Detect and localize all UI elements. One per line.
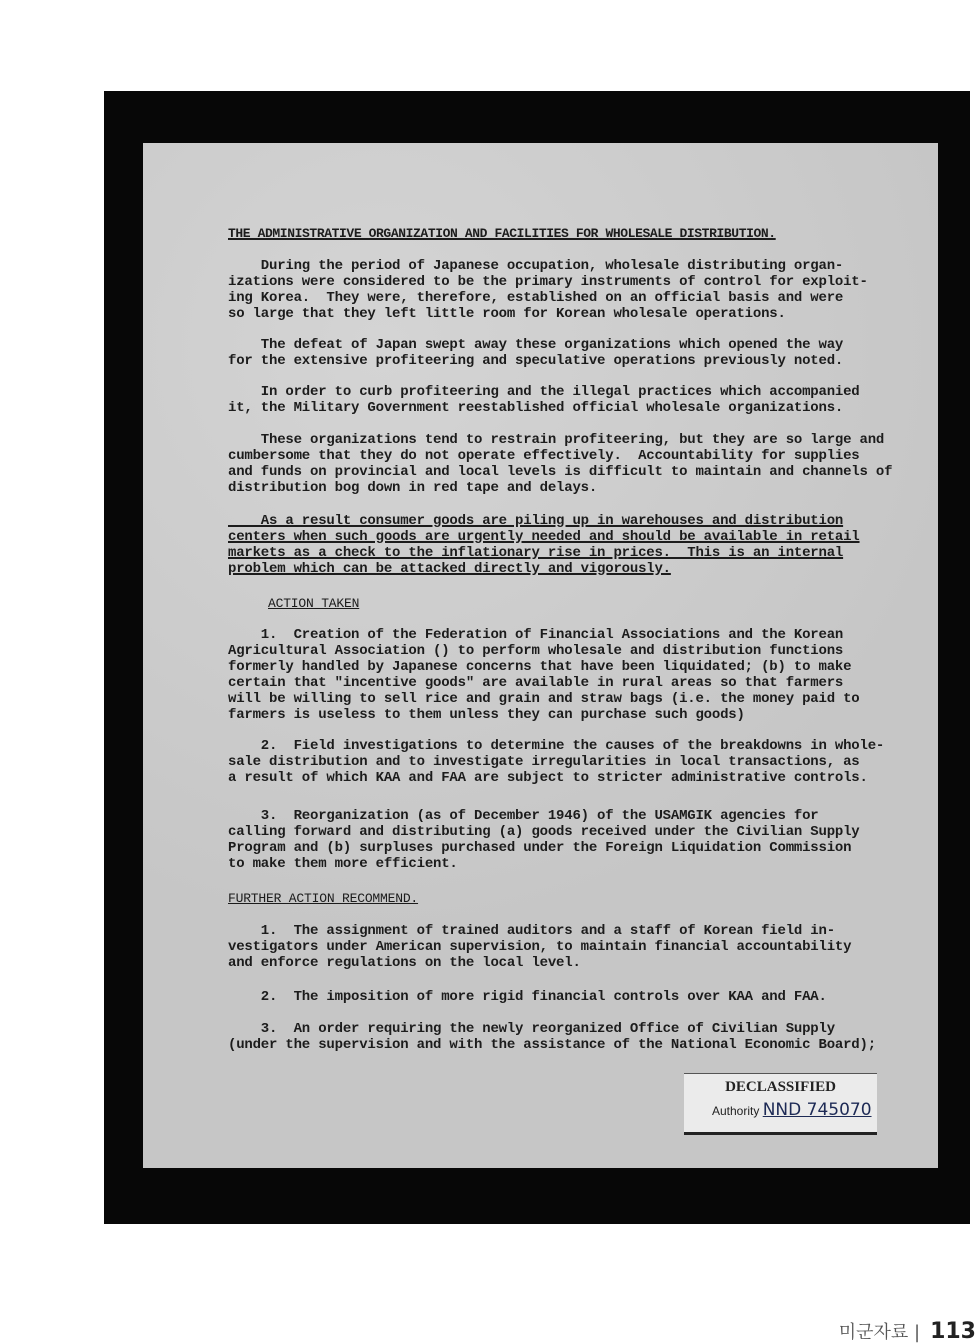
text-line: so large that they left little room for Korean wholesale operations. [228, 306, 786, 322]
text-line: 1. The assignment of trained auditors and a staff of Korean field in- [228, 923, 835, 939]
action-taken-heading: ACTION TAKEN [268, 596, 360, 611]
text-line: 1. Creation of the Federation of Financial Associations and the Korean [228, 627, 844, 643]
page-number: 113 [930, 1319, 976, 1344]
text-line: cumbersome that they do not operate effectively. Accountability for supplies [228, 448, 860, 464]
action-item [228, 808, 860, 872]
text-line: Agricultural Association () to perform wholesale and distribution functions [228, 643, 844, 659]
text-line: 3. An order requiring the newly reorganized Office of Civilian Supply [228, 1021, 835, 1037]
text-line: problem which can be attacked directly and vigorously. [228, 561, 671, 577]
text-line: 3. Reorganization (as of December 1946) of the USAMGIK agencies for [228, 808, 819, 824]
text-line: centers when such goods are urgently needed and should be available in retail [228, 529, 860, 545]
authority-value: NND 745070 [762, 1100, 872, 1120]
text-line: certain that "incentive goods" are available in rural areas so that farmers [228, 675, 844, 691]
text-line: Program and (b) surpluses purchased under the Foreign Liquidation Commission [228, 840, 852, 856]
action-item [228, 738, 884, 786]
paragraph [228, 432, 892, 496]
text-line: In order to curb profiteering and the illegal practices which accompanied [228, 384, 860, 400]
text-line: a result of which KAA and FAA are subject to stricter administrative controls. [228, 770, 868, 786]
text-line: 2. The imposition of more rigid financial controls over KAA and FAA. [228, 989, 827, 1005]
text-line: calling forward and distributing (a) goods received under the Civilian Supply [228, 824, 860, 840]
text-line: The defeat of Japan swept away these organizations which opened the way [228, 337, 844, 353]
page-footer [839, 1318, 976, 1344]
text-line: During the period of Japanese occupation, wholesale distributing organ- [228, 258, 844, 274]
recommendation-item [228, 923, 851, 971]
action-item [228, 627, 860, 723]
text-line: it, the Military Government reestablished official wholesale organizations. [228, 400, 844, 416]
text-line: izations were considered to be the primary instruments of control for exploit- [228, 274, 868, 290]
text-line: These organizations tend to restrain profiteering, but they are so large and [228, 432, 885, 448]
text-line: As a result consumer goods are piling up in warehouses and distribution [228, 513, 844, 529]
footer-section: 미군자료 | [838, 1322, 921, 1343]
declassified-stamp [684, 1073, 877, 1135]
text-line: markets as a check to the inflationary rise in prices. This is an internal [228, 545, 844, 561]
text-line: distribution bog down in red tape and delays. [228, 480, 598, 496]
stamp-label: DECLASSIFIED [725, 1079, 836, 1095]
text-line: farmers is useless to them unless they can purchase such goods) [228, 707, 745, 723]
stamp-authority [712, 1100, 872, 1120]
text-line: will be willing to sell rice and grain and straw bags (i.e. the money paid to [228, 691, 860, 707]
underlined-paragraph [228, 513, 860, 577]
text-line: 2. Field investigations to determine the causes of the breakdowns in whole- [228, 738, 885, 754]
recommendation-item [228, 989, 827, 1005]
further-action-heading: FURTHER ACTION RECOMMEND. [228, 891, 419, 906]
text-line: ing Korea. They were, therefore, established on an official basis and were [228, 290, 844, 306]
paragraph [228, 258, 868, 322]
text-line: formerly handled by Japanese concerns that have been liquidated; (b) to make [228, 659, 852, 675]
text-line: to make them more efficient. [228, 856, 458, 872]
text-line: sale distribution and to investigate irregularities in local transactions, as [228, 754, 860, 770]
recommendation-item [228, 1021, 876, 1053]
text-line: vestigators under American supervision, to maintain financial accountability [228, 939, 852, 955]
authority-label: Authority [712, 1104, 760, 1118]
text-line: for the extensive profiteering and speculative operations previously noted. [228, 353, 844, 369]
paragraph [228, 337, 843, 369]
text-line: and funds on provincial and local levels is difficult to maintain and channels of [228, 464, 893, 480]
text-line: and enforce regulations on the local level. [228, 955, 581, 971]
text-line: (under the supervision and with the assistance of the National Economic Board); [228, 1037, 876, 1053]
document-title: THE ADMINISTRATIVE ORGANIZATION AND FACILITIES FOR WHOLESALE DISTRIBUTION. [228, 226, 776, 241]
paragraph [228, 384, 860, 416]
